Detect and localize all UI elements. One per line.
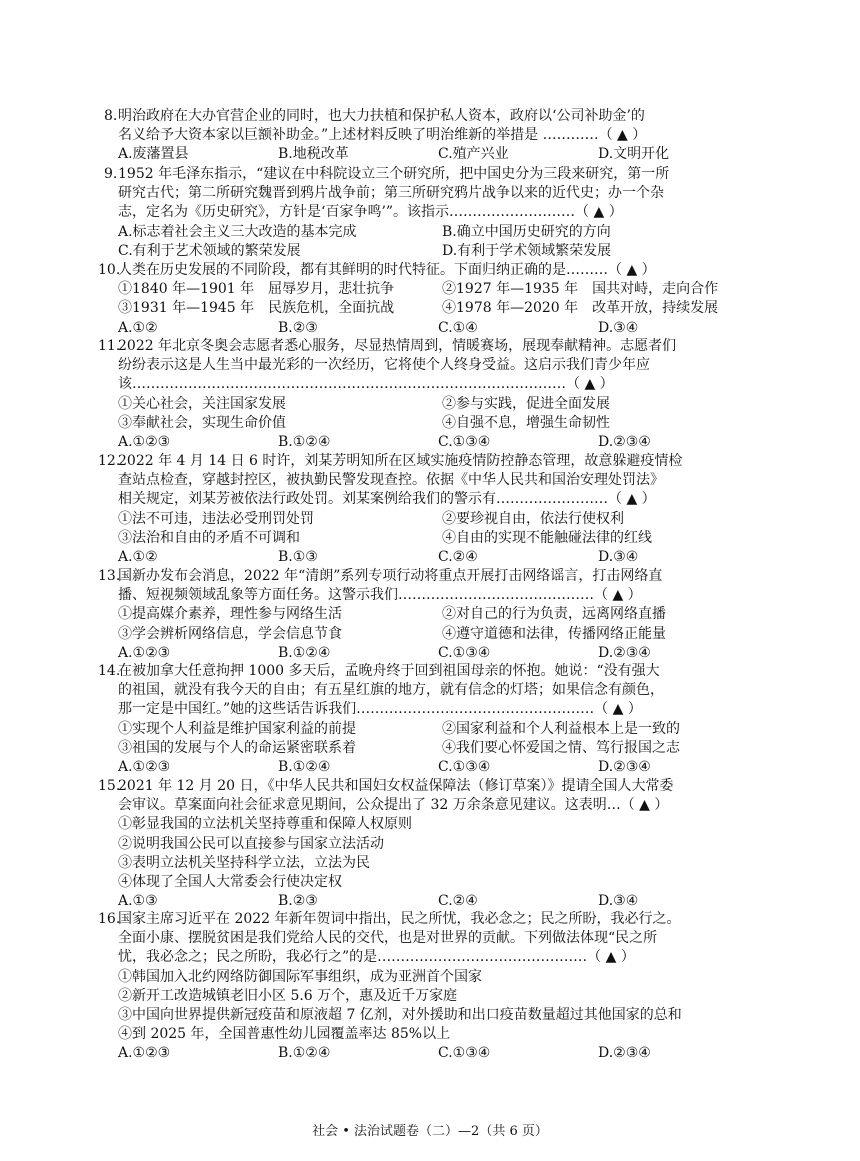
statement-row xyxy=(118,625,758,644)
statement-1: ①实现个人利益是维护国家利益的前提 xyxy=(118,720,356,737)
option-a[interactable]: A.标志着社会主义三大改造的基本完成 xyxy=(118,223,357,240)
question-stem-line: 会审议。草案面向社会征求意见期间，公众提出了 32 万余条意见建议。这表明…（ ▲ ） xyxy=(118,797,669,814)
option-row xyxy=(118,892,758,911)
statement-3: ③法治和自由的矛盾不可调和 xyxy=(118,529,300,546)
question-stem-line: 研究古代；第二所研究魏晋到鸦片战争前；第三所研究鸦片战争以来的近代史；办一个杂 xyxy=(118,185,664,202)
question-number: 13. xyxy=(98,568,121,584)
statement-1: ①关心社会，关注国家发展 xyxy=(118,395,286,412)
option-b[interactable]: B.②③ xyxy=(278,893,318,910)
statement-4: ④遵守道德和法律，传播网络正能量 xyxy=(442,625,666,642)
question-stem-line: 相关规定，刘某芳被依法行政处罚。刘某案例给我们的警示有……………………（ ▲ ） xyxy=(118,491,656,508)
option-c[interactable]: C.①④ xyxy=(438,319,478,336)
option-b[interactable]: B.地税改革 xyxy=(278,146,349,163)
statement-row xyxy=(118,299,758,318)
option-row xyxy=(118,1044,758,1063)
option-d[interactable]: D.②③④ xyxy=(598,433,651,450)
option-b[interactable]: B.①②④ xyxy=(278,758,331,775)
question-stem-line: 的祖国，就没有我今天的自由；有五星红旗的地方，就有信念的灯塔；如果信念有颜色， xyxy=(118,682,664,699)
statement-3: ③祖国的发展与个人的命运紧密联系着 xyxy=(118,739,356,756)
statement-4: ④到 2025 年，全国普惠性幼儿园覆盖率达 85%以上 xyxy=(118,1026,451,1043)
option-b[interactable]: B.①②④ xyxy=(278,644,331,661)
option-row xyxy=(118,319,758,338)
question-16 xyxy=(98,910,758,1064)
option-a[interactable]: A.①③ xyxy=(118,893,158,910)
option-c[interactable]: C.②④ xyxy=(438,893,478,910)
option-d[interactable]: D.有利于学术领域繁荣发展 xyxy=(442,242,612,259)
option-a[interactable]: A.①②③ xyxy=(118,433,171,450)
option-c[interactable]: C.有利于艺术领域的繁荣发展 xyxy=(118,242,301,259)
option-row xyxy=(118,644,758,663)
statement-1: ①韩国加入北约网络防御国际军事组织，成为亚洲首个国家 xyxy=(118,968,482,985)
question-stem-line: 2022 年 4 月 14 日 6 时许，刘某芳明知所在区域实施疫情防控静态管理，故意躲避疫情检 xyxy=(118,453,683,469)
question-number: 12. xyxy=(98,453,121,469)
statement-2: ②国家利益和个人利益根本上是一致的 xyxy=(442,720,680,737)
option-c[interactable]: C.①③④ xyxy=(438,1045,491,1062)
question-stem-line: 在被加拿大任意拘押 1000 多天后，孟晚舟终于回到祖国母亲的怀抱。她说：“没有强大 xyxy=(118,663,660,679)
option-d[interactable]: D.②③④ xyxy=(598,644,651,661)
option-d[interactable]: D.②③④ xyxy=(598,758,651,775)
question-number: 8. xyxy=(104,108,118,124)
statement-2: ②参与实践，促进全面发展 xyxy=(442,395,610,412)
option-a[interactable]: A.废藩置县 xyxy=(118,146,189,163)
question-stem-line: 全面小康、摆脱贫困是我们党给人民的交代，也是对世界的贡献。下列做法体现“民之所 xyxy=(118,930,658,947)
option-a[interactable]: A.①② xyxy=(118,319,158,336)
statement-3: ③中国向世界提供新冠疫苗和原液超 7 亿剂，对外援助和出口疫苗数量超过其他国家的总和 xyxy=(118,1006,682,1023)
option-c[interactable]: C.殖产兴业 xyxy=(438,146,509,163)
option-b[interactable]: B.确立中国历史研究的方向 xyxy=(442,223,611,240)
question-number: 16. xyxy=(98,911,121,927)
question-number: 9. xyxy=(104,166,118,182)
option-c[interactable]: C.①③④ xyxy=(438,433,491,450)
question-14 xyxy=(98,662,758,777)
question-stem-line: 该…………………………………………………………………………………（ ▲ ） xyxy=(118,376,614,393)
option-a[interactable]: A.①②③ xyxy=(118,1045,171,1062)
statement-row xyxy=(118,414,758,433)
question-stem-line: 播、短视频领域乱象等方面任务。这警示我们……………………………………（ ▲ ） xyxy=(118,587,642,604)
question-stem-line: 国新办发布会消息，2022 年“清朗”系列专项行动将重点开展打击网络谣言，打击网络直 xyxy=(118,568,663,584)
statement-1: ①1840 年—1901 年 屈辱岁月，悲壮抗争 xyxy=(118,281,395,298)
option-row xyxy=(118,145,758,164)
option-b[interactable]: B.①②④ xyxy=(278,1045,331,1062)
question-stem-line: 忧，我必念之；民之所盼，我必行之”的是………………………………………（ ▲ ） xyxy=(118,949,635,966)
option-d[interactable]: D.③④ xyxy=(598,548,639,565)
question-9 xyxy=(104,165,758,261)
option-a[interactable]: A.①② xyxy=(118,548,158,565)
question-stem-line: 名义给予大资本家以巨额补助金。”上述材料反映了明治维新的举措是 …………（ ▲ ） xyxy=(118,127,647,144)
question-number: 14. xyxy=(98,663,121,679)
question-13 xyxy=(98,567,758,663)
question-stem-line: 明治政府在大办官营企业的同时，也大力扶植和保护私人资本，政府以‘公司补助金’的 xyxy=(118,108,645,124)
statement-3: ③表明立法机关坚持科学立法，立法为民 xyxy=(118,854,370,871)
option-b[interactable]: B.②③ xyxy=(278,319,318,336)
statement-1: ①提高媒介素养，理性参与网络生活 xyxy=(118,606,342,623)
statement-1: ①法不可违，违法必受刑罚处罚 xyxy=(118,510,314,527)
option-row xyxy=(118,242,758,261)
question-stem-line: 纷纷表示这是人生当中最光彩的一次经历，它将使个人终身受益。这启示我们青少年应 xyxy=(118,357,650,374)
statement-row xyxy=(118,605,758,624)
statement-3: ③学会辨析网络信息，学会信息节食 xyxy=(118,625,342,642)
option-d[interactable]: D.③④ xyxy=(598,319,639,336)
question-stem-line: 2021 年 12 月 20 日，《中华人民共和国妇女权益保障法（修订草案）》提请全国人大常委 xyxy=(118,778,674,794)
statement-row xyxy=(118,529,758,548)
option-row xyxy=(118,433,758,452)
option-b[interactable]: B.①②④ xyxy=(278,433,331,450)
option-b[interactable]: B.①③ xyxy=(278,548,318,565)
option-row xyxy=(118,548,758,567)
statement-2: ②说明我国公民可以直接参与国家立法活动 xyxy=(118,835,384,852)
option-c[interactable]: C.①③④ xyxy=(438,758,491,775)
statement-4: ④自由的实现不能触碰法律的红线 xyxy=(442,529,652,546)
option-c[interactable]: C.①③④ xyxy=(438,644,491,661)
statement-2: ②要珍视自由，依法行使权利 xyxy=(442,510,624,527)
question-11 xyxy=(98,337,758,452)
question-stem-line: 国家主席习近平在 2022 年新年贺词中指出，民之所忧，我必念之；民之所盼，我必行之。 xyxy=(118,911,681,927)
statement-3: ③1931 年—1945 年 民族危机，全面抗战 xyxy=(118,300,395,317)
question-number: 15. xyxy=(98,778,121,794)
question-stem-line: 那一定是中国红。”她的这些话告诉我们……………………………………………（ ▲ ） xyxy=(118,701,642,718)
question-stem-line: 志，定名为《历史研究》，方针是‘百家争鸣’”。该指示………………………（ ▲ ） xyxy=(118,204,623,221)
statement-3: ③奉献社会，实现生命价值 xyxy=(118,414,286,431)
statement-2: ②新开工改造城镇老旧小区 5.6 万个，惠及近千万家庭 xyxy=(118,987,458,1004)
question-10 xyxy=(98,261,758,338)
question-8 xyxy=(104,107,758,165)
option-c[interactable]: C.②④ xyxy=(438,548,478,565)
statement-4: ④自强不息，增强生命韧性 xyxy=(442,414,610,431)
question-number: 11. xyxy=(98,338,121,354)
option-row xyxy=(118,223,758,242)
statement-row xyxy=(118,739,758,758)
statement-2: ②对自己的行为负责，远离网络直播 xyxy=(442,606,666,623)
option-d[interactable]: D.③④ xyxy=(598,893,639,910)
question-number: 10. xyxy=(98,262,121,278)
statement-row xyxy=(118,395,758,414)
option-d[interactable]: D.②③④ xyxy=(598,1045,651,1062)
option-d[interactable]: D.文明开化 xyxy=(598,146,670,163)
question-12 xyxy=(98,452,758,567)
statement-2: ②1927 年—1935 年 国共对峙，走向合作 xyxy=(442,281,719,298)
statement-4: ④1978 年—2020 年 改革开放，持续发展 xyxy=(442,300,719,317)
question-stem-line: 查站点检查，穿越封控区，被执勤民警发现查控。依据《中华人民共和国治安理处罚法》 xyxy=(118,472,664,489)
question-stem-line: 人类在历史发展的不同阶段，都有其鲜明的时代特征。下面归纳正确的是………（ ▲ ） xyxy=(118,262,656,278)
question-stem-line: 1952 年毛泽东指示，“建议在中科院设立三个研究所，把中国史分为三段来研究，第一所 xyxy=(118,166,670,182)
question-stem-line: 2022 年北京冬奥会志愿者悉心服务，尽显热情周到，情暖赛场，展现奉献精神。志愿者们 xyxy=(118,338,677,354)
statement-row xyxy=(118,510,758,529)
statement-row xyxy=(118,720,758,739)
page-footer: 社会 • 法治试题卷（二）—2（共 6 页） xyxy=(312,1124,548,1139)
question-15 xyxy=(98,777,758,911)
option-a[interactable]: A.①②③ xyxy=(118,644,171,661)
statement-4: ④我们要心怀爱国之情、笃行报国之志 xyxy=(442,739,680,756)
option-row xyxy=(118,758,758,777)
statement-4: ④体现了全国人大常委会行使决定权 xyxy=(118,873,342,890)
statement-1: ①彰显我国的立法机关坚持尊重和保障人权原则 xyxy=(118,816,412,833)
statement-row xyxy=(118,280,758,299)
option-a[interactable]: A.①②③ xyxy=(118,758,171,775)
